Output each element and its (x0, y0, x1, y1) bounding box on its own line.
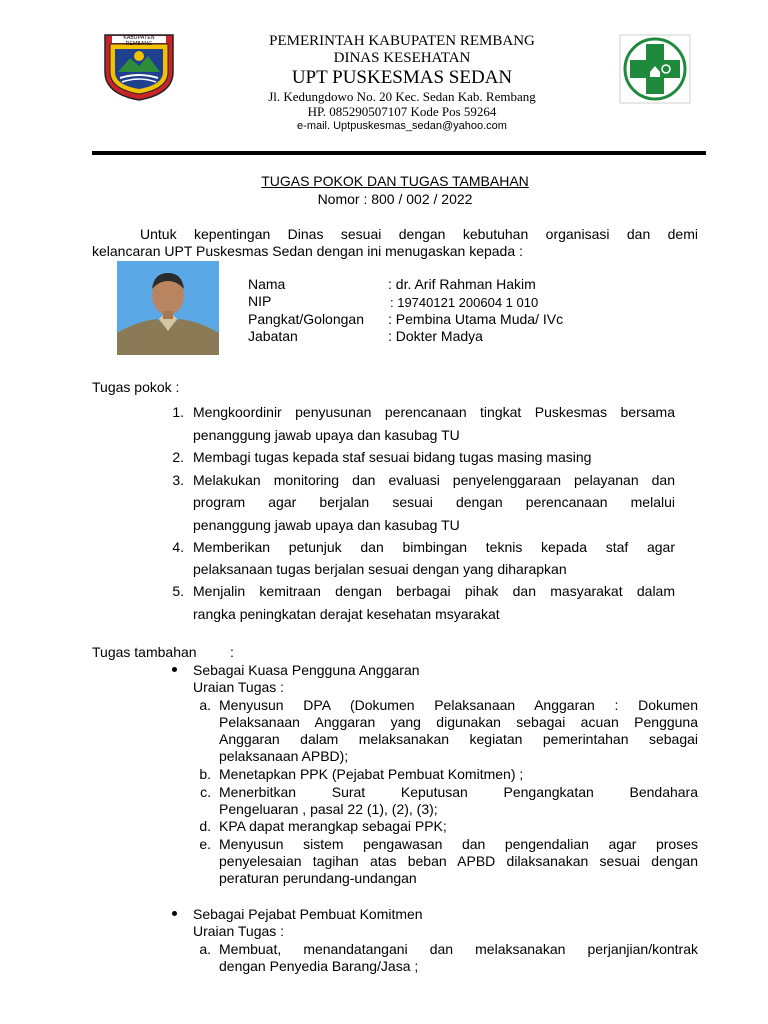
list-item-line: penanggung jawab upaya dan kasubag TU (193, 517, 460, 533)
list-item-letter: e. (199, 836, 211, 852)
list-item-line: Pelaksanaan Anggaran yang digunakan sebagai acuan Pengguna (219, 714, 698, 730)
list-item-line: rangka peningkatan derajat kesehatan msyarakat (193, 606, 500, 622)
position-label: Jabatan (248, 328, 298, 344)
name-label: Nama (248, 276, 286, 292)
list-item-letter: d. (199, 818, 211, 834)
list-item-letter: a. (199, 941, 211, 957)
list-item-line: Mengkoordinir penyusunan perencanaan tingkat Puskesmas bersama (193, 404, 675, 420)
list-item-number: 2. (172, 449, 184, 465)
person-photo (117, 261, 219, 355)
intro-line-1: Untuk kepentingan Dinas sesuai dengan kebutuhan organisasi dan demi (140, 226, 698, 242)
list-item-line: Membuat, menandatangani dan melaksanakan perjanjian/kontrak (219, 941, 698, 957)
list-item-line: penyelesaian tagihan atas beban APBD dilaksanakan sesuai dengan (219, 853, 698, 869)
list-item-line: peraturan perundang-undangan (219, 870, 417, 886)
list-item-line: program agar berjalan sesuai dengan perencanaan melalui (193, 494, 675, 510)
rank-label: Pangkat/Golongan (248, 311, 364, 327)
list-item-letter: b. (199, 766, 211, 782)
list-item-letter: c. (200, 784, 211, 800)
list-item-line: Menyusun DPA (Dokumen Pelaksanaan Anggaran : Dokumen (219, 697, 698, 713)
list-item-line: Melakukan monitoring dan evaluasi penyelenggaraan pelayanan dan (193, 472, 675, 488)
list-item-number: 4. (172, 539, 184, 555)
list-item-line: Menerbitkan Surat Keputusan Pengangkatan Bendahara (219, 784, 698, 800)
list-item-number: 1. (172, 404, 184, 420)
list-item-line: Membagi tugas kepada staf sesuai bidang tugas masing masing (193, 449, 592, 465)
letterhead-email: e-mail. Uptpuskesmas_sedan@yahoo.com (297, 120, 507, 132)
section-title: Sebagai Kuasa Pengguna Anggaran (193, 662, 420, 678)
emblem-text: KABUPATEN REMBANG (123, 35, 155, 47)
letterhead-title: UPT PUSKESMAS SEDAN (291, 67, 513, 88)
letterhead-address: Jl. Kedungdowo No. 20 Kec. Sedan Kab. Rembang (268, 89, 536, 104)
letterhead-phone: HP. 085290507107 Kode Pos 59264 (307, 104, 497, 119)
list-item-line: penanggung jawab upaya dan kasubag TU (193, 427, 460, 443)
list-item-line: pelaksanaan tugas berjalan sesuai dengan yang diharapkan (193, 561, 567, 577)
document-number: Nomor : 800 / 002 / 2022 (317, 191, 473, 207)
list-item-line: Menetapkan PPK (Pejabat Pembuat Komitmen) ; (219, 766, 524, 782)
list-item-number: 3. (172, 472, 184, 488)
list-item-line: Anggaran dalam melaksanakan kegiatan pemerintahan sebagai (219, 731, 698, 747)
list-item-line: Menjalin kemitraan dengan berbagai pihak dan masyarakat dalam (193, 583, 675, 599)
name-value: : dr. Arif Rahman Hakim (388, 276, 536, 292)
list-item-line: pelaksanaan APBD); (219, 748, 349, 764)
letterhead-government: PEMERINTAH KABUPATEN REMBANG (269, 33, 535, 49)
letterhead-divider (92, 151, 706, 155)
section-subtitle: Uraian Tugas : (193, 923, 285, 939)
section-subtitle: Uraian Tugas : (193, 679, 285, 695)
nip-value: : 19740121 200604 1 010 (390, 295, 539, 310)
list-item-line: KPA dapat merangkap sebagai PPK; (219, 818, 447, 834)
list-item-line: Menyusun sistem pengawasan dan pengendalian agar proses (219, 836, 698, 852)
list-item-line: Pengeluaran , pasal 22 (1), (2), (3); (219, 801, 438, 817)
letterhead-agency: DINAS KESEHATAN (333, 50, 471, 66)
section-title: Sebagai Pejabat Pembuat Komitmen (193, 906, 423, 922)
list-item-number: 5. (172, 583, 184, 599)
list-item-line: Memberikan petunjuk dan bimbingan teknis kepada staf agar (193, 539, 675, 555)
intro-line-2: kelancaran UPT Puskesmas Sedan dengan ini menugaskan kepada : (92, 243, 523, 259)
position-value: : Dokter Madya (388, 328, 483, 344)
list-item-line: dengan Penyedia Barang/Jasa ; (219, 958, 419, 974)
tugas-tambahan-colon: : (230, 644, 234, 660)
bullet-icon (172, 911, 177, 916)
list-item-letter: a. (199, 697, 211, 713)
tugas-tambahan-heading: Tugas tambahan (92, 644, 197, 660)
bullet-icon (172, 667, 177, 672)
nip-label: NIP (248, 293, 272, 309)
tugas-pokok-heading: Tugas pokok : (92, 379, 180, 395)
document-title: TUGAS POKOK DAN TUGAS TAMBAHAN (261, 173, 529, 189)
rank-value: : Pembina Utama Muda/ IVc (388, 311, 564, 327)
